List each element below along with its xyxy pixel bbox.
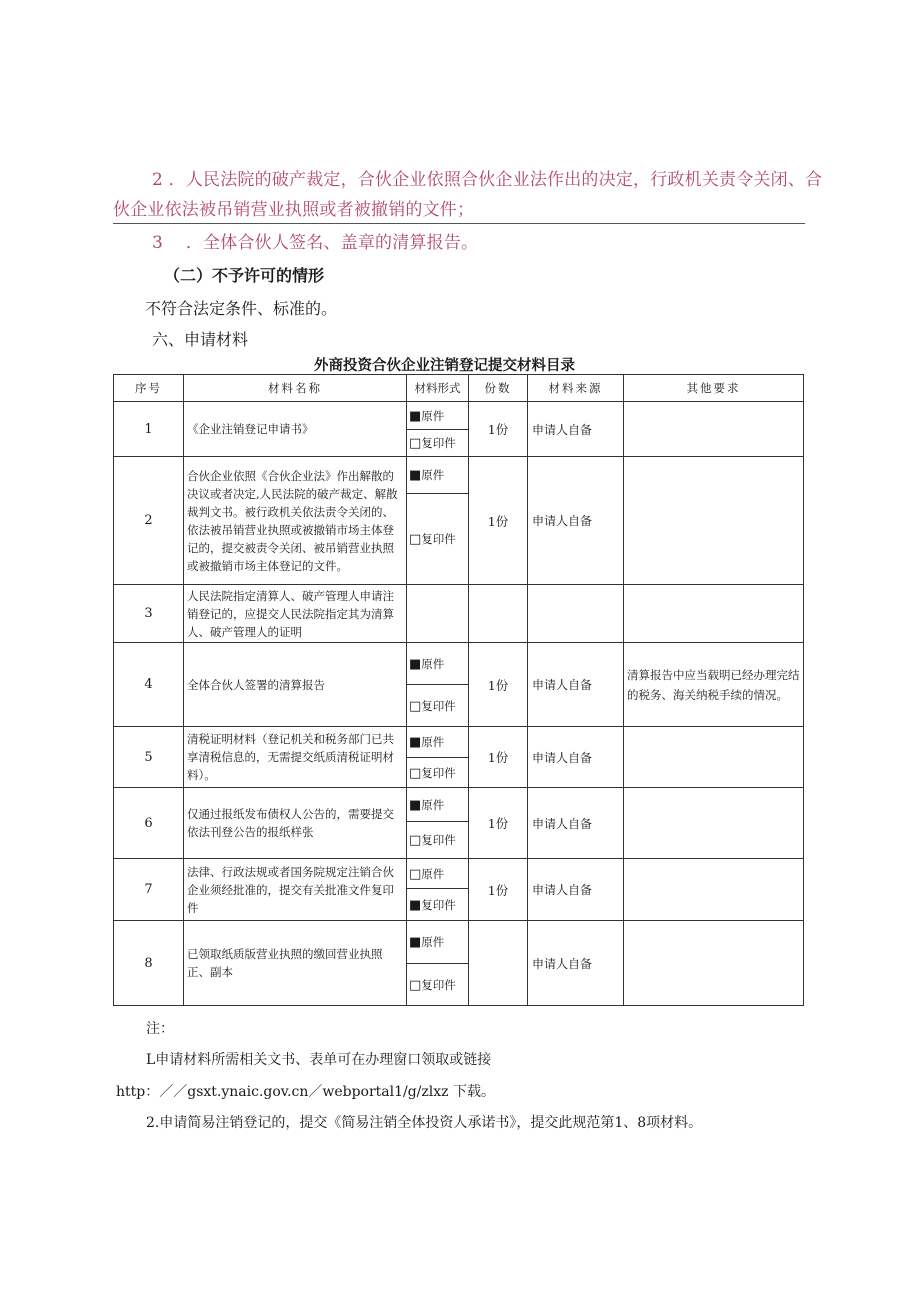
table-row (114, 585, 804, 643)
cell-source: 申请人自备 (528, 727, 624, 788)
cell-other (624, 727, 804, 788)
cell-form-copy: □ 复印件 (407, 822, 469, 859)
cell-source: 申请人自备 (528, 921, 624, 1006)
cell-name: 法律、行政法规或者国务院规定注销合伙企业须经批准的，提交有关批准文件复印件 (184, 859, 407, 921)
cell-name: 全体合伙人签署的清算报告 (184, 643, 407, 727)
cell-other-empty (624, 585, 804, 643)
paragraph-item3: 3 ．全体合伙人签名、盖章的清算报告。 (152, 233, 479, 253)
filled-checkbox-icon (409, 468, 421, 482)
filled-checkbox-icon (409, 409, 421, 423)
cell-no: 5 (114, 727, 184, 788)
cell-copies: 1份 (469, 643, 528, 727)
header-copies: 份数 (469, 375, 528, 402)
empty-checkbox-icon (409, 699, 421, 713)
empty-checkbox-icon (409, 436, 421, 450)
cell-form-original: ■ 原件 (407, 643, 469, 685)
cell-other (624, 788, 804, 859)
empty-checkbox-icon (409, 833, 421, 847)
paragraph-item2-line2: 伙企业依法被吊销营业执照或者被撤销的文件； (113, 200, 475, 220)
cell-source: 申请人自备 (528, 402, 624, 457)
cell-copies: 1份 (469, 457, 528, 585)
cell-other (624, 859, 804, 921)
header-other: 其他要求 (624, 375, 804, 402)
cell-no: 3 (114, 585, 184, 643)
header-no: 序号 (114, 375, 184, 402)
cell-source-empty (528, 585, 624, 643)
cell-no: 2 (114, 457, 184, 585)
table-row (114, 727, 804, 758)
table-header-row (114, 375, 804, 402)
header-source: 材料来源 (528, 375, 624, 402)
header-name: 材料名称 (184, 375, 407, 402)
heading-not-permitted: （二）不予许可的情形 (164, 266, 325, 285)
notes-line1: L申请材料所需相关文书、表单可在办理窗口领取或链接 (146, 1052, 492, 1068)
table-row (114, 788, 804, 822)
cell-form-original: ■ 原件 (407, 727, 469, 758)
cell-form-copy: ■ 复印件 (407, 889, 469, 921)
filled-checkbox-icon (409, 798, 421, 812)
materials-table (113, 374, 804, 1006)
cell-no: 1 (114, 402, 184, 457)
empty-checkbox-icon (409, 867, 421, 881)
cell-copies: 1份 (469, 859, 528, 921)
cell-name: 仅通过报纸发布债权人公告的，需要提交依法刊登公告的报纸样张 (184, 788, 407, 859)
cell-form-copy: □ 复印件 (407, 758, 469, 788)
filled-checkbox-icon (409, 935, 421, 949)
empty-checkbox-icon (409, 532, 421, 546)
empty-checkbox-icon (409, 766, 421, 780)
table-row (114, 859, 804, 889)
cell-form-original: ■ 原件 (407, 402, 469, 430)
cell-name: 人民法院指定清算人、破产管理人申请注销登记的，应提交人民法院指定其为清算人、破产管理人的证明 (184, 585, 407, 643)
table-row (114, 402, 804, 430)
cell-source: 申请人自备 (528, 859, 624, 921)
cell-no: 8 (114, 921, 184, 1006)
table-row (114, 921, 804, 964)
cell-no: 6 (114, 788, 184, 859)
cell-no: 4 (114, 643, 184, 727)
notes-link-line: http：／／gsxt.ynaic.gov.cn／webportal1/g/zlxz 下载。 (116, 1084, 495, 1100)
cell-form-original: ■ 原件 (407, 788, 469, 822)
cell-name: 清税证明材料（登记机关和税务部门已共享清税信息的，无需提交纸质清税证明材料）。 (184, 727, 407, 788)
heading-application-materials: 六、申请材料 (152, 330, 249, 349)
filled-checkbox-icon (409, 657, 421, 671)
header-form: 材料形式 (407, 375, 469, 402)
table-row (114, 457, 804, 494)
cell-name: 已领取纸质版营业执照的缴回营业执照正、副本 (184, 921, 407, 1006)
cell-name: 合伙企业依照《合伙企业法》作出解散的决议或者决定,人民法院的破产裁定、解散裁判文书。被行政机关依法责令关闭的、依法被吊销营业执照或被撤销市场主体登记的，提交被责令关闭、被吊销营业执照或被撤销市场主体登记的文件。 (184, 457, 407, 585)
cell-form-original: ■ 原件 (407, 457, 469, 494)
cell-copies-empty (469, 585, 528, 643)
cell-copies (469, 921, 528, 1006)
table-row (114, 643, 804, 685)
cell-source: 申请人自备 (528, 457, 624, 585)
filled-checkbox-icon (409, 898, 421, 912)
cell-other (624, 402, 804, 457)
cell-other (624, 457, 804, 585)
cell-form-copy: □ 复印件 (407, 494, 469, 585)
empty-checkbox-icon (409, 978, 421, 992)
cell-other (624, 921, 804, 1006)
cell-source: 申请人自备 (528, 788, 624, 859)
notes-line3: 2.申请简易注销登记的，提交《简易注销全体投资人承诺书》，提交此规范第1、8项材料。 (146, 1115, 703, 1131)
cell-copies: 1份 (469, 402, 528, 457)
cell-form-empty (407, 585, 469, 643)
cell-form-original: ■ 原件 (407, 921, 469, 964)
notes-label: 注： (146, 1021, 174, 1037)
cell-form-copy: □ 复印件 (407, 964, 469, 1006)
cell-name: 《企业注销登记申请书》 (184, 402, 407, 457)
text-not-permitted: 不符合法定条件、标准的。 (145, 299, 338, 318)
cell-other: 清算报告中应当载明已经办理完结的税务、海关纳税手续的情况。 (624, 643, 804, 727)
filled-checkbox-icon (409, 735, 421, 749)
cell-form-copy: □ 复印件 (407, 685, 469, 727)
cell-no: 7 (114, 859, 184, 921)
table-caption: 外商投资合伙企业注销登记提交材料目录 (314, 358, 575, 374)
revision-rule (113, 223, 805, 224)
cell-source: 申请人自备 (528, 643, 624, 727)
cell-copies: 1份 (469, 727, 528, 788)
cell-form-copy: □ 复印件 (407, 430, 469, 457)
paragraph-item2-line1: 2 ．人民法院的破产裁定，合伙企业依照合伙企业法作出的决定，行政机关责令关闭、合 (152, 170, 823, 190)
cell-form-original: □ 原件 (407, 859, 469, 889)
cell-copies: 1份 (469, 788, 528, 859)
